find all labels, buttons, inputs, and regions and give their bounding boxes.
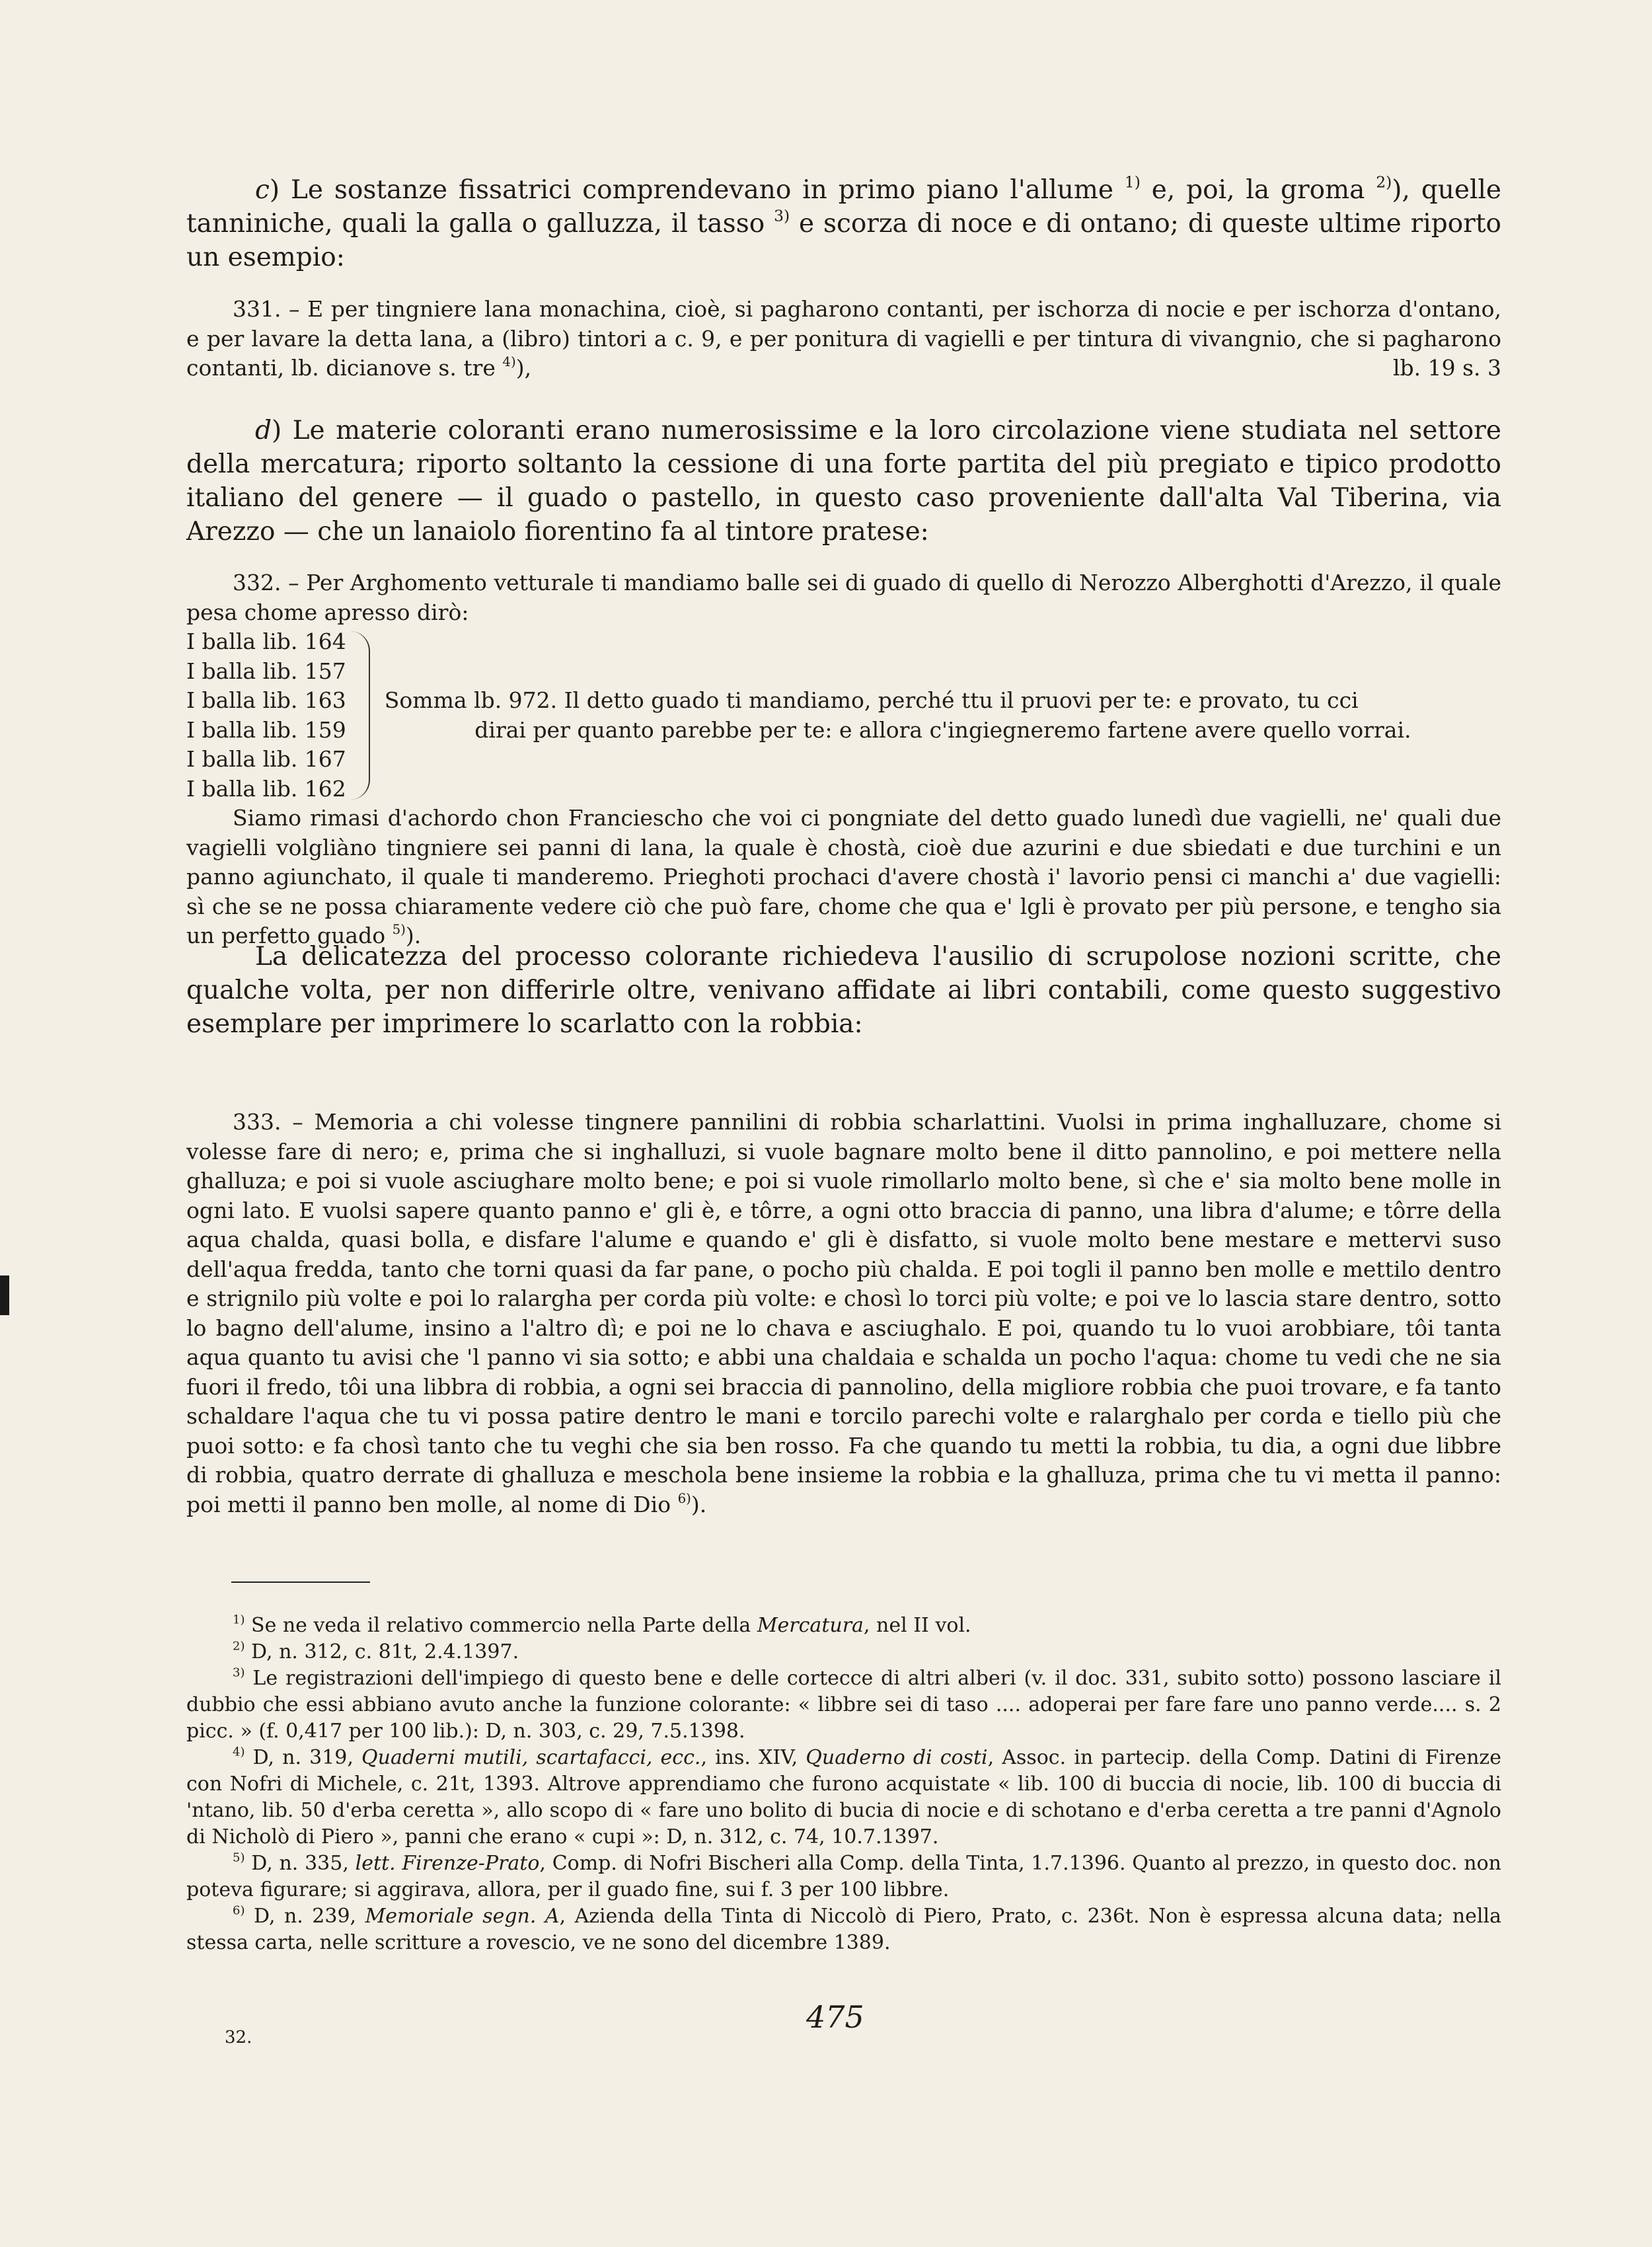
italic-text: c (255, 175, 270, 205)
italic-text: Mercatura (757, 1614, 864, 1637)
footnote-1 (186, 1613, 1501, 1639)
document-332-rest (186, 804, 1501, 951)
bale-item: I balla lib. 157 (186, 658, 346, 684)
text-run: D, n. 239, (244, 1905, 365, 1928)
text-run: D, n. 335, (244, 1852, 356, 1875)
paragraph-d (186, 414, 1501, 549)
document-332 (186, 568, 1501, 951)
text-run: ). (405, 923, 422, 948)
footnote-reference: 6) (233, 1903, 245, 1918)
document-331 (186, 295, 1501, 383)
italic-text: d (255, 416, 272, 445)
text-run: , nel II vol. (863, 1614, 971, 1637)
signature-mark: 32. (225, 2028, 252, 2047)
footnote-5 (186, 1850, 1501, 1903)
text-run: La delicatezza del processo colorante richiedeva l'ausilio di scrupolose nozioni scritte, che qualche volta, per non differirle oltre, venivano affidate ai libri contabili, come questo suggestivo esemplare per imprimere lo scarlatto con la robbia: (186, 942, 1501, 1039)
footnotes (186, 1613, 1501, 1956)
text-run: , ins. XIV, (700, 1746, 806, 1769)
somma-text (385, 686, 1501, 745)
document-332-intro: 332. – Per Arghomento vetturale ti mandiamo balle sei di guado di quello di Nerozzo Alberghotti d'Arezzo, il quale pesa chome apresso dirò: (186, 570, 1501, 625)
footnote-2 (186, 1639, 1501, 1665)
text-run: ), quelle tanniniche, quali la galla o galluzza, il tasso (186, 175, 1502, 239)
italic-text: lett. Firenze-Prato (355, 1852, 540, 1875)
footnote-reference: 5) (233, 1850, 245, 1865)
bale-item: I balla lib. 159 (186, 716, 346, 743)
italic-text: Memoriale segn. A (365, 1905, 560, 1928)
footnote-3 (186, 1665, 1501, 1745)
bale-item: I balla lib. 167 (186, 746, 346, 772)
text-run: Siamo rimasi d'achordo chon Franciescho che voi ci pongniate del detto guado lunedì due vagielli, ne' quali due vagielli volgliàno tingniere sei panni di lana, la quale è chostà, cioè due azurini e due sbiedati e due turchini e un panno agiunchato, il quale ti manderemo. Prieghoti prochaci d'avere chostà i' lavorio pensi ci manchi a' due vagielli: sì che se ne possa chiaramente vedere ciò che può fare, chome che qua e' lgli è provato per più persone, e tengho sia un perfetto guado (186, 805, 1501, 948)
page-number: 475 (806, 1999, 864, 2035)
footnote-reference: 5) (392, 922, 406, 938)
text-run: , Comp. di Nofri Bischeri alla Comp. della Tinta, 1.7.1396. Quanto al prezzo, in questo doc. non poteva figurare; si aggirava, allora, per il guado fine, sui f. 3 per 100 libbre. (186, 1852, 1501, 1901)
scan-edge-mark (0, 1276, 9, 1315)
footnote-6 (186, 1903, 1501, 1956)
footnote-reference: 1) (1124, 172, 1141, 192)
footnote-reference: 1) (233, 1613, 245, 1627)
text-run: ). (691, 1491, 707, 1517)
document-331-text (186, 296, 1501, 381)
footnote-reference: 6) (677, 1490, 691, 1506)
brace (350, 631, 370, 800)
footnote-reference: 2) (1376, 172, 1392, 192)
text-run: D, n. 312, c. 81t, 2.4.1397. (244, 1640, 519, 1663)
text-run: D, n. 319, (244, 1746, 362, 1769)
document-333 (186, 1108, 1501, 1519)
text-run: Le registrazioni dell'impiego di questo bene e delle cortecce di altri alberi (v. il doc. 331, subito sotto) possono lasciare il dubbio che essi abbiano avuto anche la funzione colorante: « libbre sei di taso .... adoperai per fare fare uno panno verde.... s. 2 picc. » (f. 0,417 per 100 lib.): D, n. 303, c. 29, 7.5.1398. (186, 1667, 1501, 1743)
somma-line: Somma lb. 972. Il detto guado ti mandiamo, perché ttu il pruovi per te: e provato, tu cci (384, 687, 1359, 713)
bale-weights (186, 627, 346, 804)
bale-item: I balla lib. 162 (186, 775, 346, 802)
paragraph-delicatezza (186, 940, 1501, 1041)
text-run: 331. – E per tingniere lana monachina, cioè, si pagharono contanti, per ischorza di nocie e per ischorza d'ontano, e per lavare la detta lana, a (libro) tintori a c. 9, e per ponitura di vagielli e per tintura di vivangnio, che si pagharono contanti, lb. dicianove s. tre (186, 296, 1501, 381)
italic-text: Quaderni mutili, scartafacci, ecc. (361, 1746, 701, 1769)
text-run: e, poi, la groma (1140, 175, 1376, 205)
somma-line: dirai per quanto parebbe per te: e allora c'ingiegneremo fartene avere quello vorrai. (474, 716, 1411, 743)
text-run: ), (515, 355, 532, 381)
footnote-reference: 3) (233, 1665, 245, 1680)
italic-text: Quaderno di costi (806, 1746, 988, 1769)
text-run: Se ne veda il relativo commercio nella Parte della (244, 1614, 757, 1637)
bale-list (186, 627, 1501, 804)
text-run: e scorza di noce e di ontano; di queste ultime riporto un esempio: (186, 209, 1502, 272)
footnote-reference: 3) (774, 206, 790, 225)
text-run: , Azienda della Tinta di Niccolò di Piero, Prato, c. 236t. Non è espressa alcuna data; nella stessa carta, nelle scritture a rovescio, ve ne sono del dicembre 1389. (186, 1905, 1501, 1954)
text-run: 333. – Memoria a chi volesse tingnere pannilini di robbia scharlattini. Vuolsi in prima inghalluzare, chome si volesse fare di nero; e, prima che si inghalluzi, si vuole bagnare molto bene il ditto pannolino, e poi mettere nella ghalluza; e poi si vuole asciughare molto bene; e poi si vuole rimollarlo molto bene, sì che e' sia molto bene molle in ogni lato. E vuolsi sapere quanto panno e' gli è, e tôrre, a ogni otto braccia di panno, una libra d'alume; e tôrre della aqua chalda, quasi bolla, e disfare l'alume e quando e' gli è disfatto, si vuole molto bene mestare e mettervi suso dell'aqua fredda, tanto che torni quasi da far pane, o pocho più chalda. E poi togli il panno ben molle e mettilo dentro e strignilo più volte e poi lo ralargha per corda più volte: e chosì lo torci più volte; e poi ve lo lascia stare dentro, sotto lo bagno dell'alume, insino a l'altro dì; e poi ne lo chava e asciughalo. E poi, quando tu lo vuoi arobbiare, tôi tanta aqua quanto tu avisi che 'l panno vi sia sotto; e abbi una chaldaia e schalda un pocho l'aqua: chome tu vedi che ne sia fuori il fredo, tôi una libbra di robbia, a ogni sei braccia di pannolino, della migliore robbia che puoi trovare, e fa tanto schaldare l'aqua che tu vi possa patire dentro le mani e torcilo parechi volte e ralarghalo per corda e tiello più che puoi sotto: e fa chosì tanto che tu veghi che sia ben rosso. Fa che quando tu metti la robbia, tu dia, a ogni due libbre di robbia, quatro derrate di ghalluza e meschola bene insieme la robbia e la ghalluza, prima che tu vi metta il panno: poi metti il panno ben molle, al nome di Dio (186, 1109, 1501, 1517)
footnote-reference: 4) (233, 1745, 245, 1759)
bale-item: I balla lib. 163 (186, 687, 346, 713)
footnote-4 (186, 1745, 1501, 1850)
text-run: ) Le sostanze fissatrici comprendevano in primo piano l'allume (269, 175, 1125, 205)
text-run: , Assoc. in partecip. della Comp. Datini di Firenze con Nofri di Michele, c. 21t, 1393. Altrove apprendiamo che furono acquistate « lib. 100 di buccia di nocie, lib. 100 di buccia di 'ntano, lib. 50 d'erba ceretta », allo scopo di « fare uno bolito di bucia di nocie e di schotano e d'erba ceretta a tre panni d'Agnolo di Nicholò di Piero », panni che erano « cupi »: D, n. 312, c. 74, 10.7.1397. (186, 1746, 1501, 1848)
text-run: ) Le materie coloranti erano numerosissime e la loro circolazione viene studiata nel settore della mercatura; riporto soltanto la cessione di una forte partita del più pregiato e tipico prodotto italiano del genere — il guado o pastello, in questo caso proveniente dall'alta Val Tiberina, via Arezzo — che un lanaiolo fiorentino fa al tintore pratese: (186, 416, 1501, 547)
footnote-rule (231, 1581, 370, 1583)
paragraph-c (186, 173, 1501, 274)
document-331-amount: lb. 19 s. 3 (1392, 355, 1501, 381)
footnote-reference: 2) (233, 1639, 245, 1654)
footnote-reference: 4) (502, 354, 516, 370)
bale-item: I balla lib. 164 (186, 628, 346, 654)
